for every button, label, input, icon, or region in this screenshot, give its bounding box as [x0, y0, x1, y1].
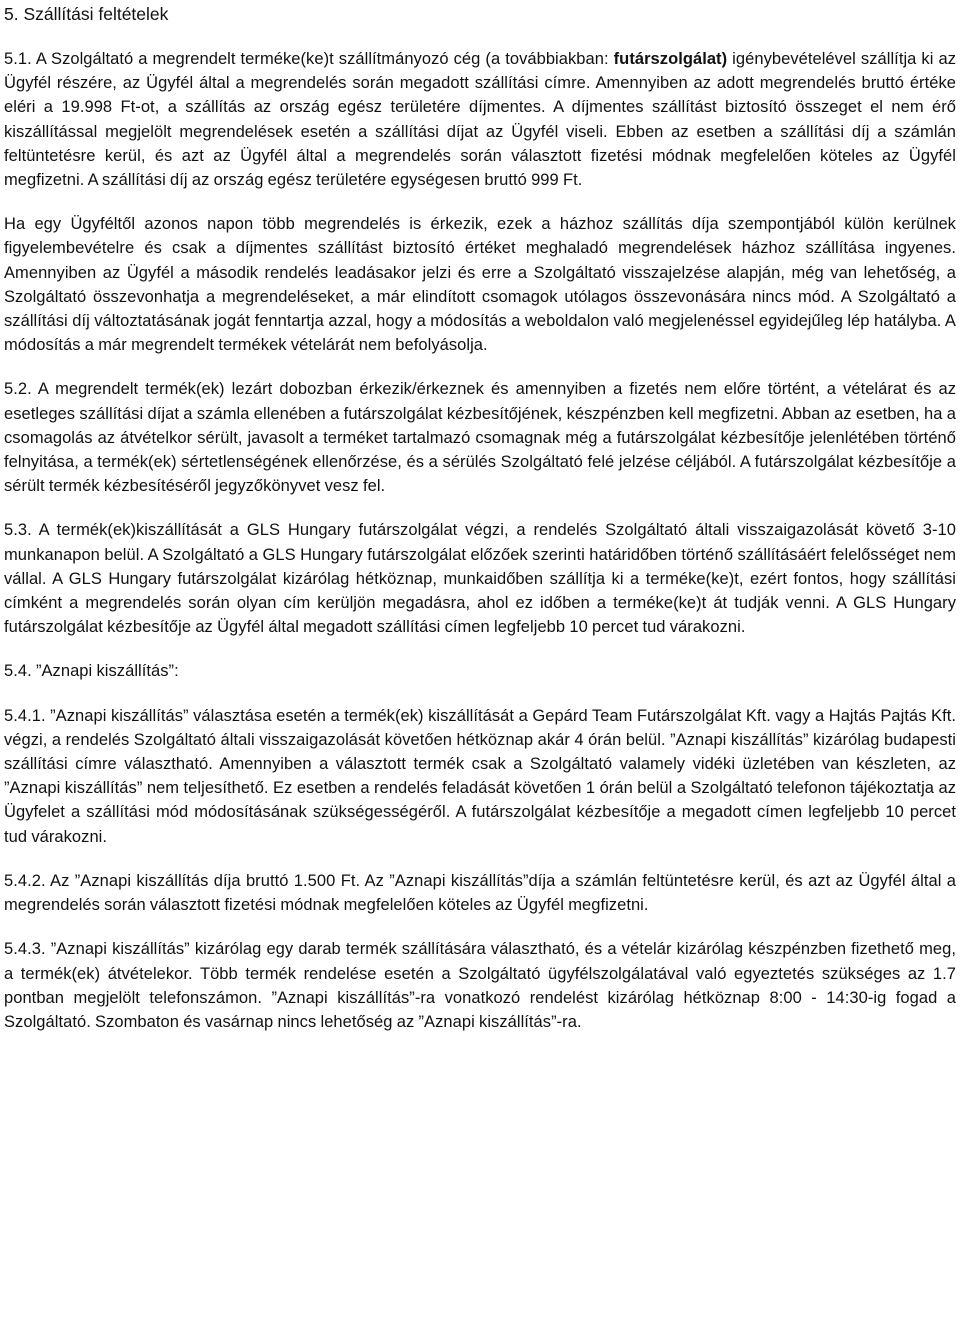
- paragraph-multiple-orders: Ha egy Ügyféltől azonos napon több megrendelés is érkezik, ezek a házhoz szállítás díja szempontjából külön kerülnek figyelembevételre és csak a díjmentes szállítást biztosító értéket meghaladó megrendelések házhoz szállítása ingyenes. Amennyiben az Ügyfél a második rendelés leadásakor jelzi és erre a Szolgáltató visszajelzése alapján, még van lehetőség, a Szolgáltató összevonhatja a megrendeléseket, a már elindított csomagok utólagos összevonására nincs mód. A Szolgáltató a szállítási díj változtatásának jogát fenntartja azzal, hogy a módosítás a weboldalon való megjelenéssel egyidejűleg lép hatályba. A módosítás a már megrendelt termékek vételárát nem befolyásolja.: [4, 215, 956, 355]
- paragraph-5-3: 5.3. A termék(ek)kiszállítását a GLS Hungary futárszolgálat végzi, a rendelés Szolgáltató általi visszaigazolását követő 3-10 munkanapon belül. A Szolgáltató a GLS Hungary futárszolgálat előzőek szerinti határidőben történő szállításáért felelősséget nem vállal. A GLS Hungary futárszolgálat kizárólag hétköznap, munkaidőben szállítja ki a terméke(ke)t, ezért fontos, hogy szállítási címként a megrendelés során olyan cím kerüljön megadásra, ahol ez időben a terméke(ke)t át tudják venni. A GLS Hungary futárszolgálat kézbesítője az Ügyfél által megadott szállítási címen legfeljebb 10 percet tud várakozni.: [4, 521, 956, 637]
- paragraph-5-1-text-a: 5.1. A Szolgáltató a megrendelt terméke(ke)t szállítmányozó cég (a továbbiakban:: [4, 50, 614, 68]
- paragraph-5-4-2: 5.4.2. Az ”Aznapi kiszállítás díja bruttó 1.500 Ft. Az ”Aznapi kiszállítás”díja a számlán feltüntetésre kerül, és azt az Ügyfél által a megrendelés során választott fizetési módnak megfelelően köteles az Ügyfél megfizetni.: [4, 871, 956, 915]
- paragraph-5-4-heading: 5.4. ”Aznapi kiszállítás”:: [4, 662, 179, 681]
- paragraph-5-1: [4, 47, 956, 192]
- paragraph-5-1-text-b: igénybevételével szállítja ki az Ügyfél részére, az Ügyfél által a megrendelés során megadott szállítási címre. Amennyiben az adott megrendelés bruttó értéke eléri a 19.998 Ft-ot, a szállítás az ország egész területére díjmentes. A díjmentes szállítást biztosító összeget el nem érő kiszállítással megjelölt megrendelések esetén a szállítási díjat az Ügyfél viseli. Ebben az esetben a szállítási díj a számlán feltüntetésre kerül, és azt az Ügyfél által a megrendelés során választott fizetési módnak megfelelően köteles az Ügyfél megfizetni. A szállítási díj az ország egész területére egységesen bruttó 999 Ft.: [4, 50, 956, 190]
- paragraph-5-2: 5.2. A megrendelt termék(ek) lezárt dobozban érkezik/érkeznek és amennyiben a fizetés nem előre történt, a vételárat és az esetleges szállítási díjat a számla ellenében a futárszolgálat kézbesítőjének, készpénzben kell megfizetni. Abban az esetben, ha a csomagolás az átvételkor sérült, javasolt a terméket tartalmazó csomagnak még a futárszolgálat kézbesítője jelenlétében történő felnyitása, a termék(ek) sértetlenségének ellenőrzése, és a sérülés Szolgáltató felé jelzése céljából. A futárszolgálat kézbesítője a sérült termék kézbesítéséről jegyzőkönyvet vesz fel.: [4, 380, 956, 496]
- paragraph-5-4-3: 5.4.3. ”Aznapi kiszállítás” kizárólag egy darab termék szállítására választható, és a vételár kizárólag készpénzben fizethető meg, a termék(ek) átvételekor. Több termék rendelése esetén a Szolgáltató ügyfélszolgálatával való egyeztetés szükséges az 1.7 pontban megjelölt telefonszámon. ”Aznapi kiszállítás”-ra vonatkozó rendelést kizárólag hétköznap 8:00 - 14:30-ig fogad a Szolgáltató. Szombaton és vasárnap nincs lehetőség az ”Aznapi kiszállítás”-ra.: [4, 940, 956, 1031]
- paragraph-5-4-1: 5.4.1. ”Aznapi kiszállítás” választása esetén a termék(ek) kiszállítását a Gepárd Team Futárszolgálat Kft. vagy a Hajtás Pajtás Kft. végzi, a rendelés Szolgáltató általi visszaigazolását követően hétköznap akár 4 órán belül. ”Aznapi kiszállítás” kizárólag budapesti szállítási címre választható. Amennyiben a választott termék csak a Szolgáltató valamely vidéki üzletében van készleten, az ”Aznapi kiszállítás” nem teljesíthető. Ez esetben a rendelés feladását követően 1 órán belül a Szolgáltató telefonon tájékoztatja az Ügyfelet a szállítási mód módosításának szükségességéről. A futárszolgálat kézbesítője a megadott címen legfeljebb 10 percet tud várakozni.: [4, 706, 956, 846]
- section-title: 5. Szállítási feltételek: [4, 4, 169, 24]
- paragraph-5-1-bold-term: futárszolgálat): [613, 50, 728, 68]
